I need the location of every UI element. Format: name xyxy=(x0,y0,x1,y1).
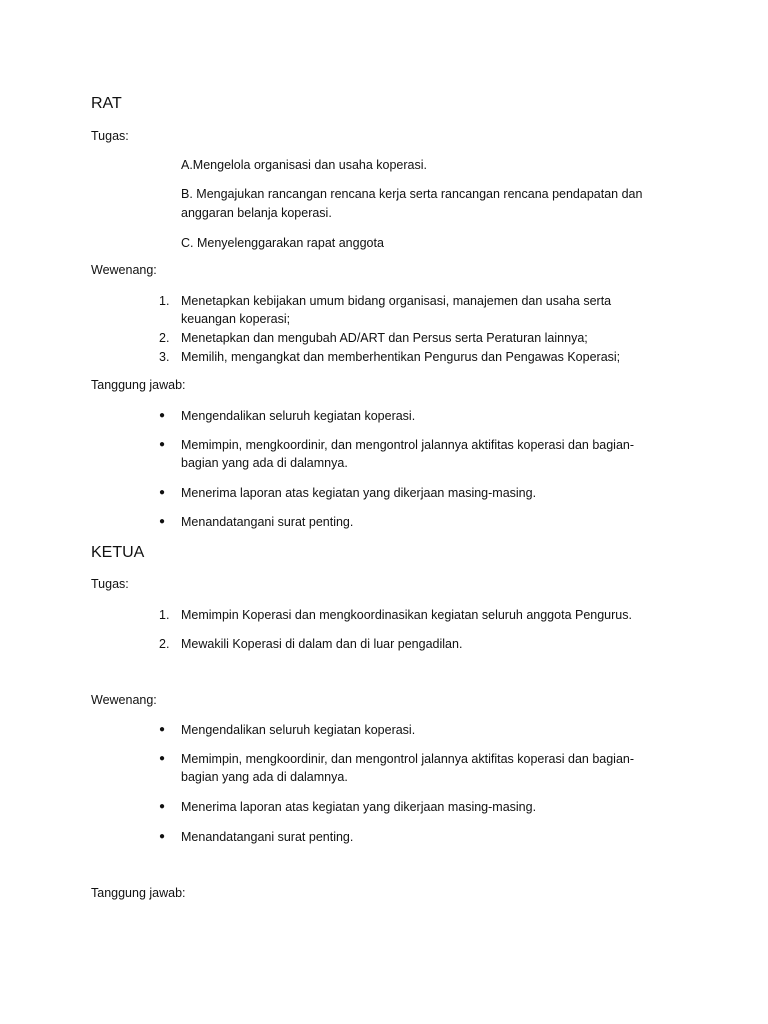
list-text: Memilih, mengangkat dan memberhentikan Pengurus dan Pengawas Koperasi; xyxy=(181,350,621,364)
list-text: Memimpin, mengkoordinir, dan mengontrol jalannya aktifitas koperasi dan bagian-bagian yang ada di dalamnya. xyxy=(181,752,635,784)
bullet-icon: ● xyxy=(159,753,166,764)
list-number: 3. xyxy=(159,350,170,364)
bullet-icon: ● xyxy=(159,831,166,842)
list-text: Menandatangani surat penting. xyxy=(181,515,354,529)
bullet-icon: ● xyxy=(159,801,166,812)
rat-tugas-item-b: B. Mengajukan rancangan rencana kerja serta rancangan rencana pendapatan dan anggaran belanja koperasi. xyxy=(181,187,643,220)
list-text: Menerima laporan atas kegiatan yang dikerjaan masing-masing. xyxy=(181,800,537,814)
list-number: 1. xyxy=(159,608,170,622)
list-number: 1. xyxy=(159,294,170,308)
rat-tugas-item-c: C. Menyelenggarakan rapat anggota xyxy=(181,236,384,250)
list-text: Memimpin Koperasi dan mengkoordinasikan kegiatan seluruh anggota Pengurus. xyxy=(181,608,632,622)
bullet-icon: ● xyxy=(159,516,166,527)
ketua-tugas-label: Tugas: xyxy=(91,577,129,591)
section-title-ketua: KETUA xyxy=(91,544,145,561)
section-title-rat: RAT xyxy=(91,95,122,112)
list-text: Mengendalikan seluruh kegiatan koperasi. xyxy=(181,409,416,423)
rat-tugas-item-a: A.Mengelola organisasi dan usaha koperasi. xyxy=(181,158,427,172)
rat-tugas-label: Tugas: xyxy=(91,129,129,143)
bullet-icon: ● xyxy=(159,439,166,450)
ketua-tanggung-jawab-label: Tanggung jawab: xyxy=(91,886,186,900)
rat-wewenang-label: Wewenang: xyxy=(91,263,157,277)
list-number: 2. xyxy=(159,637,170,651)
bullet-icon: ● xyxy=(159,410,166,421)
list-text: Menetapkan kebijakan umum bidang organisasi, manajemen dan usaha serta keuangan koperasi; xyxy=(181,294,612,326)
list-text: Mengendalikan seluruh kegiatan koperasi. xyxy=(181,723,416,737)
list-text: Mewakili Koperasi di dalam dan di luar pengadilan. xyxy=(181,637,463,651)
list-number: 2. xyxy=(159,331,170,345)
list-text: Memimpin, mengkoordinir, dan mengontrol jalannya aktifitas koperasi dan bagian-bagian yang ada di dalamnya. xyxy=(181,438,635,470)
list-text: Menetapkan dan mengubah AD/ART dan Persus serta Peraturan lainnya; xyxy=(181,331,588,345)
bullet-icon: ● xyxy=(159,487,166,498)
rat-tanggung-jawab-label: Tanggung jawab: xyxy=(91,378,186,392)
list-text: Menandatangani surat penting. xyxy=(181,830,354,844)
ketua-wewenang-label: Wewenang: xyxy=(91,693,157,707)
list-text: Menerima laporan atas kegiatan yang dikerjaan masing-masing. xyxy=(181,486,537,500)
bullet-icon: ● xyxy=(159,724,166,735)
